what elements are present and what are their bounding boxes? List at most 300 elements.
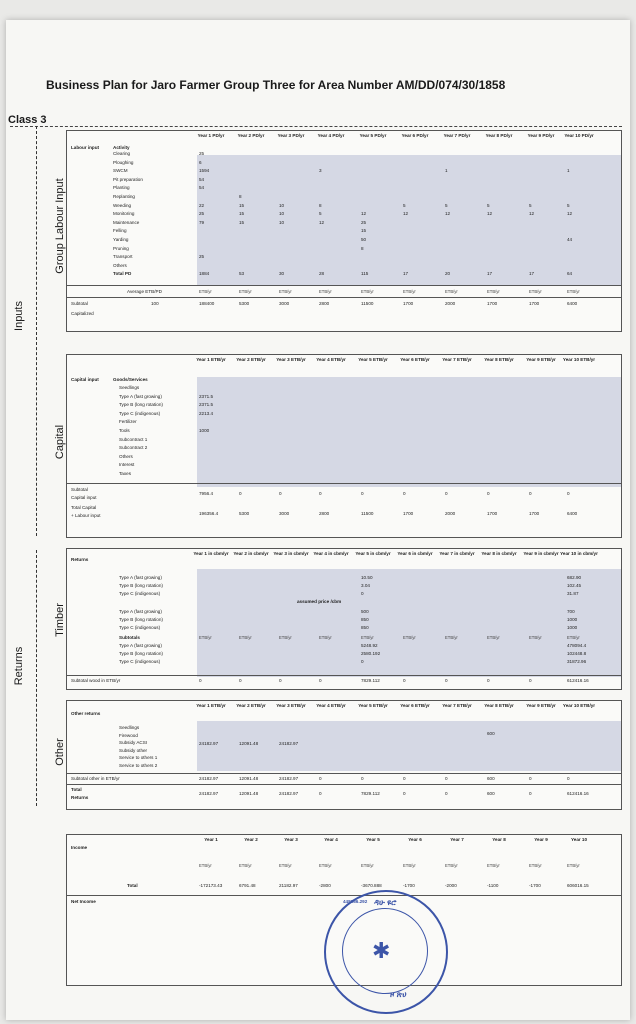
subtotal-other-value: 0 [319, 776, 322, 781]
column-header: Year 10 ETB/yr [562, 357, 596, 362]
column-header: Year 3 ETB/yr [276, 357, 306, 362]
volume-y5-value: 3.04 [361, 583, 370, 588]
column-header: Year 7 ETB/yr [442, 357, 472, 362]
column-header: Year 1 ETB/yr [196, 357, 226, 362]
average-etb-value: 100 [151, 301, 159, 306]
column-header: Year 3 in cbm/yr [273, 551, 309, 556]
price-y5-value: 850 [361, 625, 369, 630]
capital-item-value: 2371.5 [199, 402, 214, 408]
unit-label: ETB/yr [199, 289, 212, 294]
group-labour-label: Group Labour Input [54, 178, 66, 274]
column-header: Year 1 ETB/yr [196, 703, 226, 708]
column-header: Year 6 ETB/yr [400, 357, 430, 362]
activity-label: SWCM [113, 168, 128, 174]
activity-label: Pruning [113, 245, 129, 251]
total-returns-value: 0 [403, 791, 406, 796]
unit-label: ETB/yr [445, 863, 458, 868]
unit-label: ETB/yr [361, 289, 374, 294]
unit-label: ETB/yr [529, 863, 542, 868]
subsidy-value: 24182.97 [199, 741, 219, 746]
activity-label: Clearing [113, 151, 131, 156]
column-header: Year 10 PD/yr [564, 133, 594, 138]
activity-label: Monitoring [113, 211, 135, 217]
income-total-value: 6791.48 [239, 883, 256, 888]
subtotal-wood-value: 0 [319, 678, 322, 683]
unit-label: ETB/yr [279, 863, 292, 868]
capital-item-label: Type A (fast growing) [119, 393, 162, 399]
row-divider [67, 784, 621, 785]
capital-total-value: 2800 [319, 511, 330, 516]
labour-value: 12 [361, 211, 367, 217]
row-divider [67, 483, 621, 484]
column-header: Year 4 PD/yr [317, 133, 345, 138]
volume-row-label: Type A (fast growing) [119, 575, 162, 580]
capital-item-label: Subcontract 2 [119, 445, 148, 451]
column-header: Year 1 [204, 837, 218, 842]
capital-item-label: Type B (long rotation) [119, 402, 163, 408]
column-header: Year 8 in cbm/yr [481, 551, 517, 556]
column-header: Year 8 ETB/yr [484, 357, 514, 362]
document-page [6, 20, 630, 1020]
income-total-value: 21182.97 [279, 883, 298, 888]
top-dashed-rule [10, 126, 622, 127]
column-header: Year 1 PD/yr [197, 133, 225, 138]
row-divider [67, 675, 621, 676]
labour-value: 25 [199, 211, 205, 217]
other-item-label: Subsidy other [119, 747, 148, 753]
timber-returns-table [66, 548, 622, 690]
inputs-bracket [36, 126, 37, 536]
labour-subtotal-value: 188400 [199, 301, 215, 306]
labour-value: 50 [361, 237, 367, 242]
unit-label: ETB/yr [487, 289, 500, 294]
activity-label: Planting [113, 185, 130, 191]
price-row-label: Type A (fast growing) [119, 609, 162, 614]
income-total-value: -1700 [403, 883, 415, 888]
capital-item-value: 2213.4 [199, 410, 214, 416]
unit-label: ETB/yr [239, 289, 252, 294]
activity-label: Weeding [113, 202, 132, 208]
capital-subtotal-label: Subtotal [71, 487, 88, 492]
row-divider [67, 773, 621, 774]
shaded-cell [197, 155, 621, 285]
income-total-label: Total [127, 883, 138, 888]
subtotal-other-value: 0 [361, 776, 364, 781]
capital-item-label: Fertilizer [119, 419, 137, 425]
activity-label: Maintenance [113, 219, 140, 225]
column-header: Year 4 ETB/yr [316, 703, 346, 708]
firewood-y8-value: 600 [487, 731, 495, 736]
labour-value: 30 [279, 271, 285, 277]
labour-value: 20 [445, 271, 451, 277]
row-divider [67, 297, 621, 298]
subtotal-wood-value: 0 [403, 678, 406, 683]
subtotal-wood-value: 0 [529, 678, 532, 683]
other-returns-label: Other returns [71, 711, 101, 716]
unit-label: ETB/yr [445, 289, 458, 294]
activity-label: Total PD [113, 271, 132, 277]
unit-label: ETB/yr [361, 635, 374, 640]
capital-subtotal-value: 0 [487, 491, 490, 496]
shaded-cell [197, 569, 621, 677]
other-returns-table [66, 700, 622, 810]
column-header: Year 10 ETB/yr [562, 703, 596, 708]
subtotal-other-value: 0 [567, 776, 570, 781]
subtotal-wood-value: 0 [239, 678, 242, 683]
labour-value: 5 [445, 202, 448, 208]
total-returns-value: 0 [529, 791, 532, 796]
total-returns-value: 12091.48 [239, 791, 259, 796]
timber-subtotal-y5: 2580.192 [361, 651, 381, 656]
activity-label: Felling [113, 228, 127, 234]
labour-value: 115 [361, 271, 369, 277]
subtotal-other-value: 12091.48 [239, 776, 259, 781]
unit-label: ETB/yr [567, 635, 580, 640]
total-returns-value: 24182.97 [199, 791, 219, 796]
column-header: Year 6 PD/yr [401, 133, 429, 138]
column-header: Year 7 PD/yr [443, 133, 471, 138]
capital-subtotal-value: 0 [403, 491, 406, 496]
capital-item-label: Others [119, 453, 133, 459]
column-header: Year 8 ETB/yr [484, 703, 514, 708]
unit-label: ETB/yr [403, 635, 416, 640]
net-income-label: Net Income [71, 899, 96, 904]
column-header: Year 4 ETB/yr [316, 357, 346, 362]
income-total-value: -2800 [319, 883, 331, 888]
subtotal-wood-value: 612416.16 [567, 678, 589, 683]
income-total-value: -1100 [487, 883, 499, 888]
assumed-price-label: assumed price /cbm [297, 599, 342, 604]
returns-word-label: Returns [71, 795, 89, 800]
labour-value: 12 [567, 211, 573, 217]
capital-subtotal-value: 0 [529, 491, 532, 496]
capital-item-value: 2371.5 [199, 393, 214, 399]
other-item-label: Service to others 2 [119, 763, 158, 768]
labour-value: 10 [279, 202, 285, 208]
labour-value: 12 [529, 211, 535, 217]
labour-value: 22 [199, 202, 205, 208]
column-header: Year 6 ETB/yr [400, 703, 430, 708]
labour-value: 17 [487, 271, 493, 277]
total-returns-value: 0 [319, 791, 322, 796]
document-title: Business Plan for Jaro Farmer Group Three for Area Number AM/DD/074/30/1858 [46, 78, 506, 92]
other-item-label: Subsidy ACSI [119, 740, 148, 746]
labour-value: 8 [239, 194, 242, 199]
unit-label: ETB/yr [319, 863, 332, 868]
capital-subtotal-value: 0 [239, 491, 242, 496]
capital-total-value: 1700 [403, 511, 414, 516]
capital-input-table [66, 354, 622, 538]
labour-value: 1884 [199, 271, 210, 277]
unit-label: ETB/yr [529, 635, 542, 640]
total-returns-value: 600 [487, 791, 495, 796]
activity-label: Replanting [113, 194, 135, 199]
labour-value: 1594 [199, 168, 210, 174]
row-divider [67, 895, 621, 896]
capital-item-label: Type C (indigenous) [119, 410, 161, 416]
price-y10-value: 700 [567, 609, 575, 614]
other-label: Other [54, 738, 66, 766]
row-divider [67, 285, 621, 286]
labour-value: 5 [567, 202, 570, 208]
column-header: Year 2 ETB/yr [236, 357, 266, 362]
unit-label: ETB/yr [403, 863, 416, 868]
timber-subtotal-y10: 478094.4 [567, 643, 587, 648]
income-total-value: -172173.43 [199, 883, 223, 888]
capital-subtotal-value: 0 [361, 491, 364, 496]
labour-input-table [66, 130, 622, 332]
column-header: Year 5 ETB/yr [358, 703, 388, 708]
unit-label: ETB/yr [319, 635, 332, 640]
income-total-value: -1700 [529, 883, 541, 888]
column-header: Year 4 [324, 837, 338, 842]
labour-value: 53 [239, 271, 245, 277]
unit-label: ETB/yr [529, 289, 542, 294]
column-header: Year 3 PD/yr [277, 133, 305, 138]
column-header: Year 4 in cbm/yr [313, 551, 349, 556]
labour-value: 5 [529, 202, 532, 208]
labour-subtotal-value: 1700 [487, 301, 498, 306]
subtotal-wood-value: 0 [199, 678, 202, 683]
subtotal-other-value: 24182.97 [279, 776, 299, 781]
timber-subtotals-label: Subtotals [119, 635, 140, 640]
unit-label: ETB/yr [279, 635, 292, 640]
labour-value: 79 [199, 219, 205, 225]
timber-subtotal-y5: 5248.92 [361, 643, 378, 648]
column-header: Year 9 ETB/yr [526, 703, 556, 708]
labour-subtotal-value: 2000 [445, 301, 456, 306]
timber-label: Timber [54, 603, 66, 637]
stamp-text-top: ዳሁ ዩሮ [374, 898, 397, 907]
income-total-value: 606016.15 [567, 883, 589, 888]
column-header: Year 9 ETB/yr [526, 357, 556, 362]
unit-label: ETB/yr [199, 863, 212, 868]
capital-subtotal-value: 0 [445, 491, 448, 496]
stamp-star-icon: ✱ [372, 938, 391, 963]
labour-value: 12 [403, 211, 409, 217]
column-header: Year 9 PD/yr [527, 133, 555, 138]
unit-label: ETB/yr [239, 635, 252, 640]
column-header: Year 3 ETB/yr [276, 703, 306, 708]
capital-label: Capital [54, 424, 66, 460]
labour-value: 12 [445, 211, 451, 217]
subtotal-other-label: Subtotal other in ETB/yr [71, 776, 120, 781]
column-header: Year 5 in cbm/yr [355, 551, 391, 556]
labour-value: 10 [279, 219, 285, 225]
capital-subtotal-value: 0 [319, 491, 322, 496]
activity-label: Pit preparation [113, 176, 143, 182]
volume-y5-value: 0 [361, 591, 364, 596]
total-capital-label: Total Capital [71, 505, 97, 510]
activity-label: Others [113, 262, 127, 268]
unit-label: ETB/yr [319, 289, 332, 294]
capital-total-value: 3000 [279, 511, 290, 516]
column-header: Year 6 in cbm/yr [397, 551, 433, 556]
column-header: Year 5 PD/yr [359, 133, 387, 138]
labour-value: 17 [529, 271, 535, 277]
unit-label: ETB/yr [199, 635, 212, 640]
column-header: Year 10 in cbm/yr [560, 551, 598, 556]
labour-value: 1 [567, 168, 570, 174]
subtotal-wood-value: 0 [445, 678, 448, 683]
subtotal-other-value: 600 [487, 776, 495, 781]
subtotal-wood-value: 0 [487, 678, 490, 683]
subtotal-other-value: 0 [529, 776, 532, 781]
labour-value: 25 [361, 219, 367, 225]
labour-value: 17 [403, 271, 409, 277]
column-header: Year 5 ETB/yr [358, 357, 388, 362]
price-row-label: Type B (long rotation) [119, 617, 163, 622]
volume-y10-value: 31.87 [567, 591, 579, 596]
capital-total-value: 1700 [487, 511, 498, 516]
price-y5-value: 850 [361, 617, 369, 622]
capitalized-label: Capitalized [71, 311, 94, 316]
labour-section-label: Labour input [71, 145, 100, 150]
activity-label: Yarding [113, 237, 129, 242]
unit-label: ETB/yr [403, 289, 416, 294]
subtotal-other-value: 0 [403, 776, 406, 781]
labour-subtotal-value: 11500 [361, 301, 374, 306]
class-label: Class 3 [8, 114, 47, 126]
labour-value: 1 [445, 168, 448, 174]
timber-subtotal-y10: 31872.96 [567, 659, 587, 664]
income-total-value: -2000 [445, 883, 457, 888]
other-item-label: Firewood [119, 732, 138, 738]
capital-subtotal-value: 0 [567, 491, 570, 496]
labour-value: 64 [567, 271, 573, 277]
capital-item-value: 1000 [199, 428, 210, 433]
activity-label: Transport [113, 254, 133, 260]
column-header: Year 8 PD/yr [485, 133, 513, 138]
price-y5-value: 500 [361, 609, 369, 614]
labour-value: 8 [361, 245, 364, 251]
goods-services-header: Goods/Services [113, 377, 148, 382]
capital-total-value: 196356.4 [199, 511, 219, 516]
column-header: Year 5 [366, 837, 380, 842]
labour-subtotal-value: 1700 [403, 301, 414, 306]
labour-subtotal-value: 2800 [319, 301, 330, 306]
labour-value: 44 [567, 237, 573, 242]
capital-total-value: 11500 [361, 511, 374, 516]
subsidy-value: 12091.48 [239, 741, 259, 746]
capital-subtotal-value: 0 [279, 491, 282, 496]
total-returns-label: Total [71, 787, 82, 792]
labour-value: 15 [239, 211, 245, 217]
labour-value: 15 [239, 219, 245, 225]
shaded-cell [197, 721, 621, 771]
column-header: Year 6 [408, 837, 422, 842]
other-item-label: Service to others 1 [119, 755, 158, 761]
subsidy-value: 24182.97 [279, 741, 299, 746]
timber-subtotal-row-label: Type A (fast growing) [119, 643, 162, 648]
unit-label: ETB/yr [487, 863, 500, 868]
column-header: Year 7 ETB/yr [442, 703, 472, 708]
returns-label: Returns [13, 646, 25, 686]
unit-label: ETB/yr [487, 635, 500, 640]
capital-total-value: 2000 [445, 511, 456, 516]
timber-subtotal-row-label: Type C (indigenous) [119, 659, 161, 664]
unit-label: ETB/yr [567, 863, 580, 868]
unit-label: ETB/yr [279, 289, 292, 294]
labour-value: 15 [239, 202, 245, 208]
column-header: Year 2 in cbm/yr [233, 551, 269, 556]
volume-y10-value: 102.45 [567, 583, 582, 588]
total-returns-value: 612416.16 [567, 791, 589, 796]
returns-bracket [36, 550, 37, 806]
capital-total-value: 5300 [239, 511, 250, 516]
column-header: Year 2 ETB/yr [236, 703, 266, 708]
total-returns-value: 7829.112 [361, 791, 380, 796]
timber-subtotal-row-label: Type B (long rotation) [119, 651, 163, 656]
labour-value: 54 [199, 176, 205, 182]
average-etb-label: Average ETB/PD [127, 289, 162, 294]
total-returns-value: 24182.97 [279, 791, 299, 796]
labour-subtotal-value: 1700 [529, 301, 540, 306]
subtotal-wood-value: 0 [279, 678, 282, 683]
income-section-label: Income [71, 845, 88, 850]
labour-value: 25 [199, 254, 205, 260]
labour-value: 54 [199, 185, 205, 191]
column-header: Year 7 in cbm/yr [439, 551, 475, 556]
subtotal-wood-value: 7829.112 [361, 678, 380, 683]
labour-value: 10 [279, 211, 285, 217]
capital-subtotal-value: 7956.4 [199, 491, 214, 496]
labour-value: 12 [487, 211, 493, 217]
other-item-label: Seedlings [119, 725, 140, 730]
unit-label: ETB/yr [361, 863, 374, 868]
net-income-value: 448686.292 [343, 899, 368, 904]
inputs-label: Inputs [13, 301, 25, 331]
capital-total-value: 1700 [529, 511, 540, 516]
timber-subtotal-y5: 0 [361, 659, 364, 664]
activity-header: Activity [113, 145, 130, 150]
subtotal-label: Subtotal [71, 301, 88, 306]
price-y10-value: 1000 [567, 625, 578, 630]
price-y10-value: 1000 [567, 617, 578, 622]
capital-input-label: Capital input [71, 495, 97, 500]
labour-subtotal-value: 3000 [279, 301, 290, 306]
labour-value: 6 [199, 159, 202, 165]
labour-value: 28 [319, 271, 325, 277]
labour-value: 5 [319, 211, 322, 217]
column-header: Year 1 in cbm/yr [193, 551, 229, 556]
capital-item-label: Tools [119, 428, 130, 433]
column-header: Year 10 [570, 837, 588, 842]
capital-item-label: Subcontract 1 [119, 436, 148, 442]
timber-subtotal-y10: 102448.8 [567, 651, 587, 656]
labour-value: 8 [319, 202, 322, 208]
capital-item-label: Interest [119, 462, 135, 468]
column-header: Year 9 in cbm/yr [523, 551, 559, 556]
capital-item-label: Seedlings [119, 385, 140, 390]
stamp-text-bottom: ዞ ጽሀ [390, 990, 407, 999]
column-header: Year 3 [284, 837, 298, 842]
shaded-cell [197, 377, 621, 487]
volume-y5-value: 10.50 [361, 575, 373, 580]
activity-label: Ploughing [113, 159, 134, 165]
labour-subtotal-value: 6400 [567, 301, 578, 306]
capital-section-label: Capital input [71, 377, 99, 382]
unit-label: ETB/yr [567, 289, 580, 294]
labour-value: 25 [199, 151, 205, 156]
labour-value: 5 [487, 202, 490, 208]
column-header: Year 9 [534, 837, 548, 842]
capital-item-label: Taxes [119, 471, 131, 476]
income-total-value: -3670.888 [361, 883, 382, 888]
subtotal-other-value: 0 [445, 776, 448, 781]
unit-label: ETB/yr [239, 863, 252, 868]
labour-subtotal-value: 5300 [239, 301, 250, 306]
